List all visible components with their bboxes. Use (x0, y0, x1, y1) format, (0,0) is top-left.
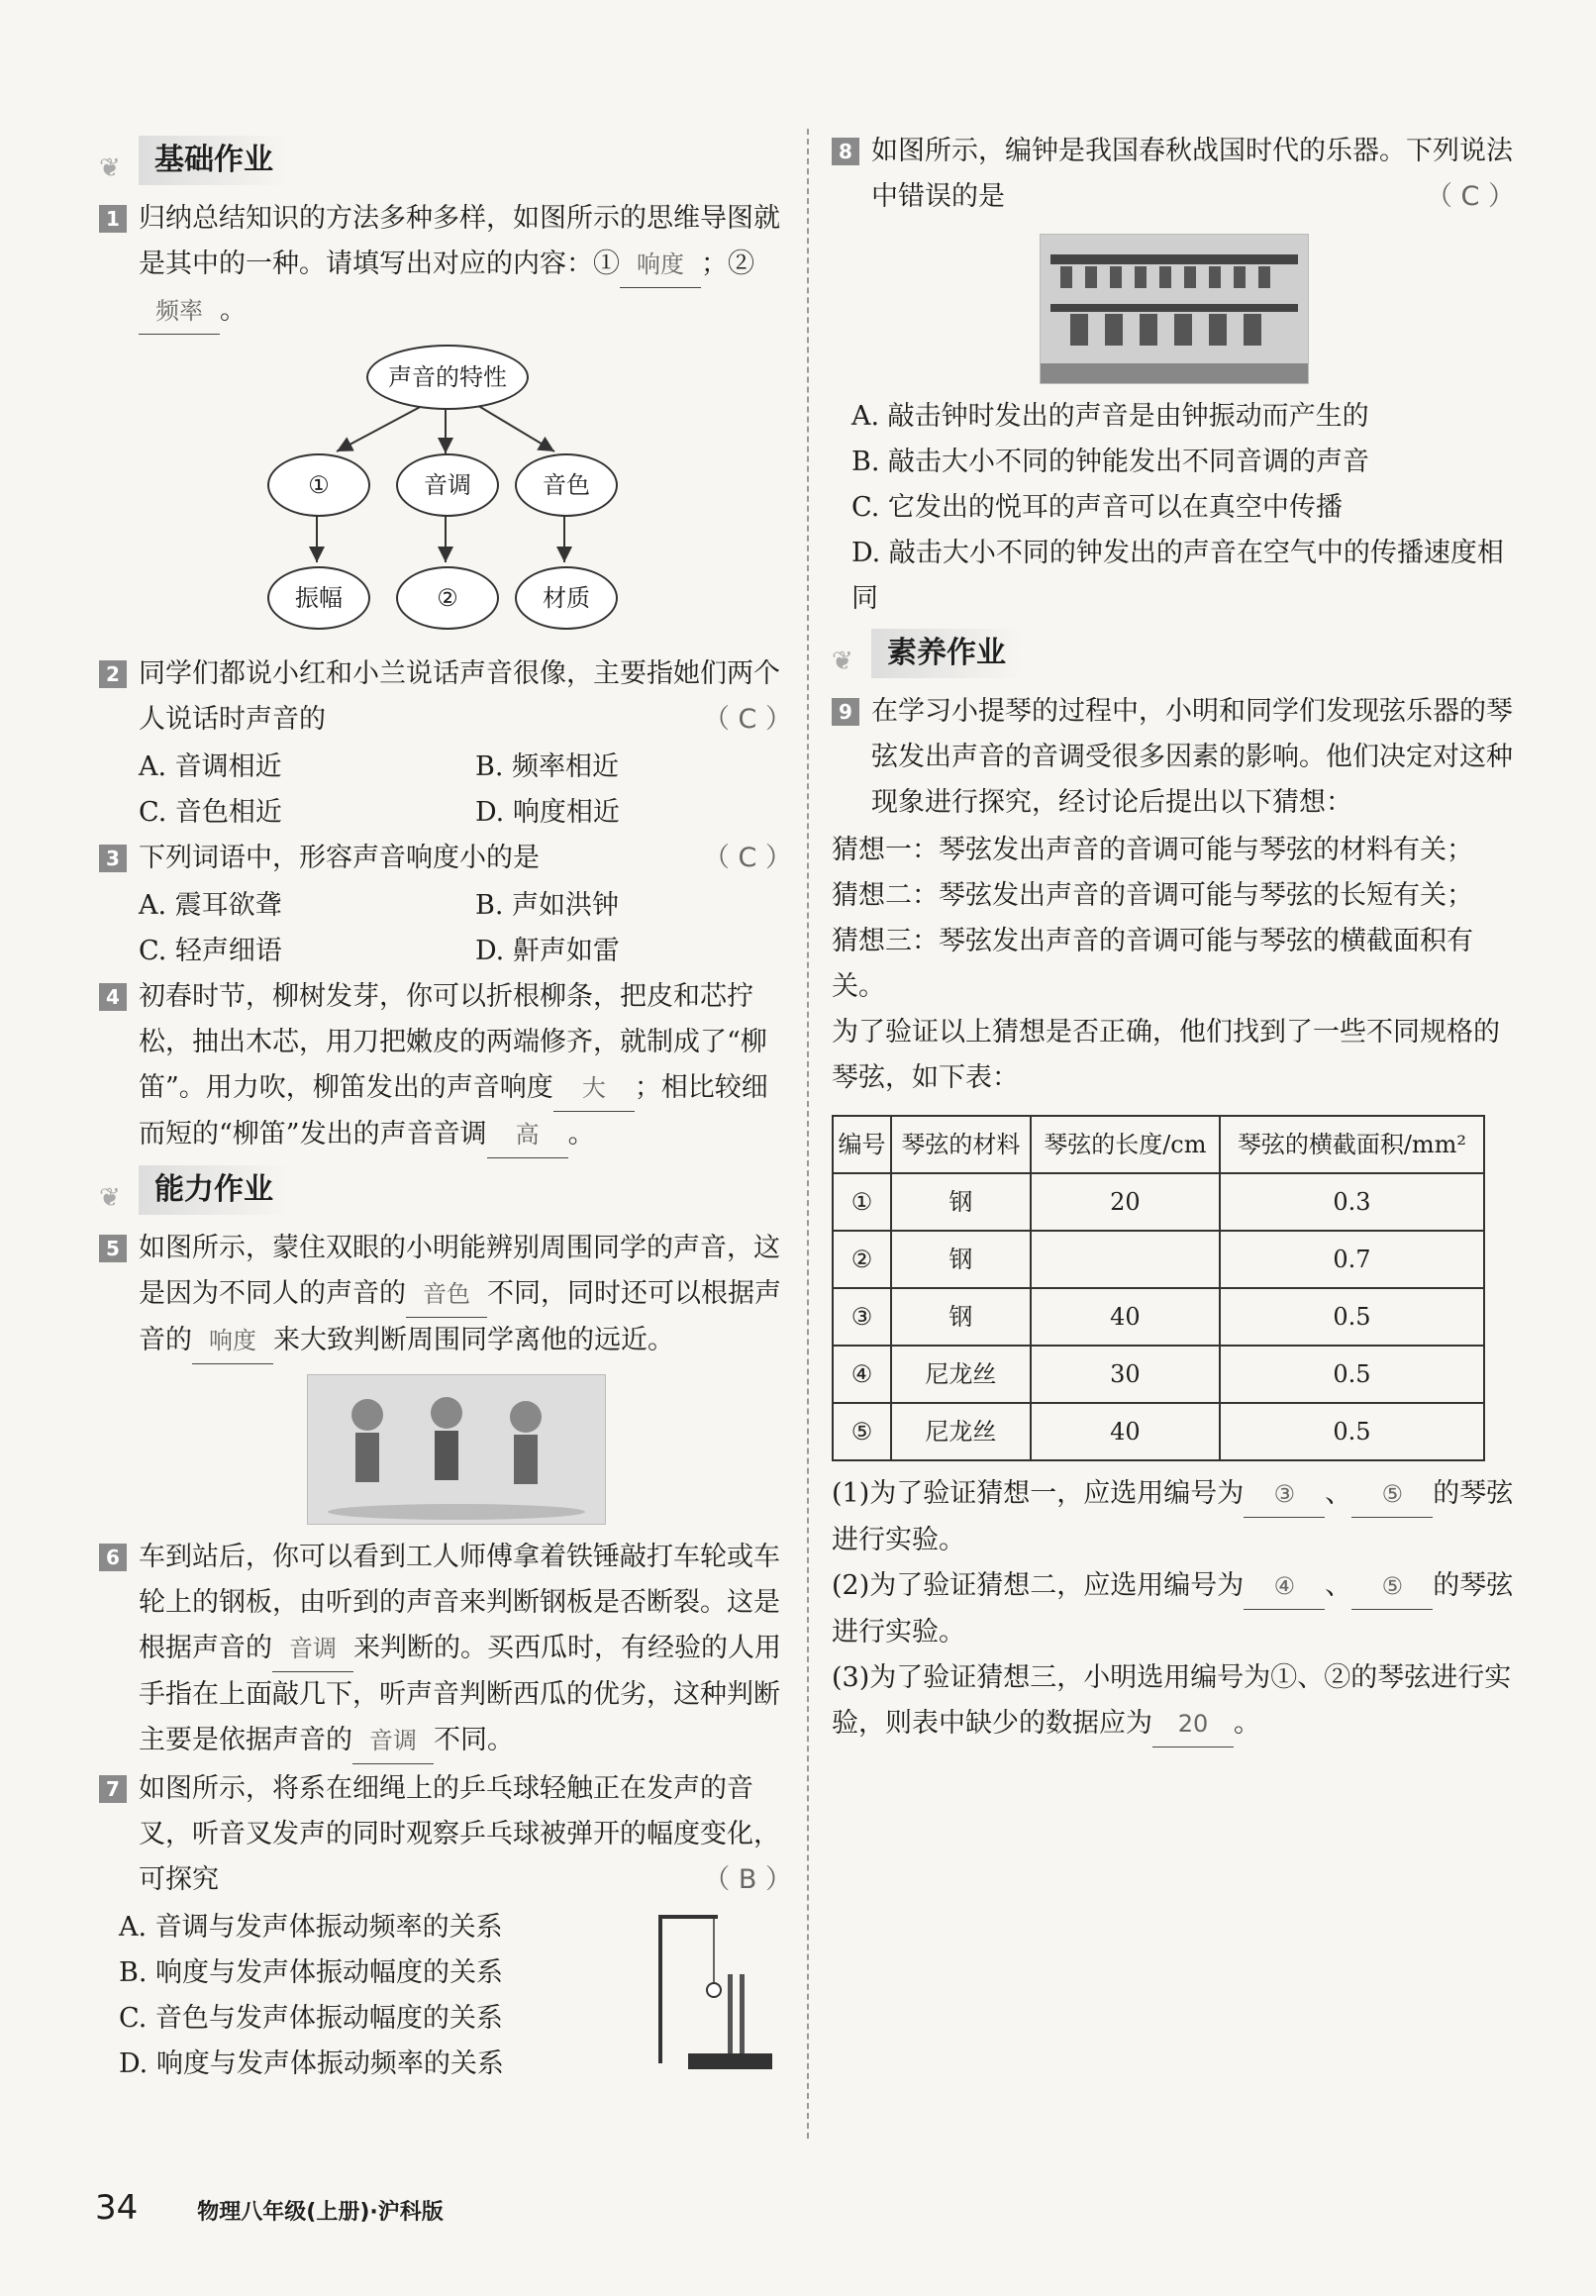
section-title: 基础作业 (139, 136, 289, 185)
children-figures (308, 1375, 605, 1524)
question-text: 如图所示，将系在细绳上的乒乓球轻触正在发声的音叉，听音叉发声的同时观察乒乓球被弹开的幅度变化，可探究 (139, 1773, 780, 1895)
table-cell: ④ (833, 1346, 891, 1403)
section-title: 素养作业 (871, 629, 1022, 678)
answer-blank: ③ (1244, 1471, 1325, 1518)
section-basic (99, 135, 792, 186)
answer-blank: ⑤ (1351, 1563, 1433, 1610)
option-a: A. 敲击钟时发出的声音是由钟振动而产生的 (851, 401, 1369, 432)
table-cell: 40 (1031, 1403, 1220, 1460)
option-c: C. 音色相近 (139, 797, 282, 828)
question-2 (99, 651, 792, 743)
column-divider (807, 129, 809, 2139)
table-cell: 钢 (891, 1231, 1031, 1288)
table-row (833, 1346, 1484, 1403)
answer-blank: 频率 (139, 288, 220, 335)
mindmap-node: 音色 (515, 453, 618, 517)
question-number: 8 (832, 138, 859, 165)
section-ability (99, 1164, 792, 1216)
table-cell: 40 (1031, 1288, 1220, 1346)
table-cell: 30 (1031, 1346, 1220, 1403)
table-row (833, 1403, 1484, 1460)
table-row (833, 1173, 1484, 1231)
table-cell: 0.7 (1220, 1231, 1484, 1288)
table-cell: 钢 (891, 1288, 1031, 1346)
table-intro: 为了验证以上猜想是否正确，他们找到了一些不同规格的琴弦，如下表： (832, 1017, 1500, 1093)
table-cell: ③ (833, 1288, 891, 1346)
table-cell: 0.5 (1220, 1403, 1484, 1460)
string-spec-table (832, 1115, 1485, 1461)
option-b: B. 频率相近 (475, 751, 620, 782)
mindmap-node: ② (396, 566, 499, 630)
question-number: 9 (832, 698, 859, 726)
tuning-fork-apparatus (648, 1905, 777, 2073)
question-text: 。 (1234, 1708, 1260, 1739)
table-row (833, 1288, 1484, 1346)
question-text: (1)为了验证猜想一，应选用编号为 (832, 1478, 1245, 1509)
mindmap-node: 振幅 (267, 566, 370, 630)
question-text: ；② (701, 249, 754, 279)
question-text: 初春时节，柳树发芽，你可以折根柳条，把皮和芯拧松，抽出木芯，用刀把嫩皮的两端修齐，就制成了“柳笛”。用力吹，柳笛发出的声音响度 (139, 981, 767, 1103)
answer-blank: 20 (1152, 1701, 1234, 1747)
question-6 (99, 1535, 792, 1764)
question-text: (3)为了验证猜想三，小明选用编号为①、②的琴弦进行实验，则表中缺少的数据应为 (832, 1662, 1512, 1739)
option-b: B. 敲击大小不同的钟能发出不同音调的声音 (851, 447, 1370, 477)
question-text: 如图所示，编钟是我国春秋战国时代的乐器。下列说法中错误的是 (871, 136, 1513, 212)
table-cell: ① (833, 1173, 891, 1231)
question-3 (99, 836, 792, 881)
table-cell: 钢 (891, 1173, 1031, 1231)
question-7 (99, 1766, 792, 1903)
table-row (833, 1231, 1484, 1288)
answer-choice: （ B ） (703, 1864, 792, 1895)
options (99, 745, 792, 836)
subquestion-3 (832, 1655, 1515, 1747)
mindmap-node: 音调 (396, 453, 499, 517)
mind-map (267, 345, 683, 642)
table-cell (1031, 1231, 1220, 1288)
table-cell: 0.3 (1220, 1173, 1484, 1231)
question-text: 。 (567, 1119, 595, 1149)
option-c: C. 轻声细语 (139, 936, 282, 966)
bianzhong-photo (1040, 234, 1309, 384)
left-column (99, 129, 792, 2087)
table-cell: 0.5 (1220, 1288, 1484, 1346)
question-4 (99, 974, 792, 1158)
question-text: 车到站后，你可以看到工人师傅拿着铁锤敲打车轮或车轮上的钢板，由听到的声音来判断钢板是否断裂。这是根据声音的 (139, 1542, 780, 1663)
leaf-icon: ❦ (99, 1183, 121, 1213)
page-footer (95, 2188, 444, 2228)
table-header: 琴弦的长度/cm (1031, 1116, 1220, 1173)
question-1 (99, 196, 792, 335)
question-text: 来判断的。买西瓜时，有经验的人用手指在上面敲几下，听声音判断西瓜的优劣，这种判断主要是依据声音的 (139, 1633, 781, 1755)
question-text: ；相比较细而短的“柳笛”发出的声音音调 (139, 1072, 768, 1149)
option-d: D. 敲击大小不同的钟发出的声音在空气中的传播速度相同 (851, 538, 1504, 614)
book-title: 物理八年级(上册)·沪科版 (197, 2200, 444, 2225)
section-literacy (832, 628, 1515, 679)
question-9 (832, 689, 1515, 826)
mindmap-root: 声音的特性 (366, 345, 529, 410)
question-text: 在学习小提琴的过程中，小明和同学们发现弦乐器的琴弦发出声音的音调受很多因素的影响。他们决定对这种现象进行探究，经讨论后提出以下猜想： (871, 696, 1513, 818)
answer-blank: 高 (487, 1112, 568, 1158)
answer-blank: 大 (553, 1065, 635, 1112)
table-cell: 0.5 (1220, 1346, 1484, 1403)
option-d: D. 响度与发声体振动频率的关系 (119, 2048, 504, 2079)
option-d: D. 鼾声如雷 (475, 936, 620, 966)
answer-blank: 音调 (272, 1626, 353, 1672)
subquestion-2 (832, 1563, 1515, 1655)
option-d: D. 响度相近 (475, 797, 620, 828)
option-c: C. 音色与发声体振动幅度的关系 (119, 2003, 503, 2034)
option-b: B. 响度与发声体振动幅度的关系 (119, 1957, 504, 1988)
option-a: A. 震耳欲聋 (139, 890, 282, 921)
question-number: 3 (99, 845, 127, 872)
question-number: 6 (99, 1544, 127, 1571)
answer-blank: ⑤ (1351, 1471, 1433, 1518)
table-header-row (833, 1116, 1484, 1173)
question-text: 不同。 (434, 1725, 514, 1755)
question-number: 2 (99, 660, 127, 688)
question-5 (99, 1226, 792, 1364)
question-text: 。 (220, 295, 247, 326)
table-cell: ⑤ (833, 1403, 891, 1460)
option-a: A. 音调与发声体振动频率的关系 (119, 1912, 503, 1943)
table-header: 编号 (833, 1116, 891, 1173)
bells-figure (1041, 235, 1308, 383)
hypothesis-3: 猜想三：琴弦发出声音的音调可能与琴弦的横截面积有关。 (832, 926, 1473, 1002)
question-text: 同学们都说小红和小兰说话声音很像，主要指她们两个人说话时声音的 (139, 658, 780, 735)
question-text: 不同，同时还可以根据声音的 (139, 1278, 781, 1355)
mindmap-node: ① (267, 453, 370, 517)
table-cell: 尼龙丝 (891, 1346, 1031, 1403)
option-c: C. 它发出的悦耳的声音可以在真空中传播 (851, 492, 1343, 523)
options (99, 883, 792, 974)
hypothesis-1: 猜想一：琴弦发出声音的音调可能与琴弦的材料有关； (832, 835, 1473, 865)
leaf-icon: ❦ (832, 647, 853, 676)
table-cell: 20 (1031, 1173, 1220, 1231)
answer-choice: （ C ） (1425, 181, 1515, 212)
question-text: 下列词语中，形容声音响度小的是 (139, 843, 540, 873)
page-number: 34 (95, 2188, 139, 2228)
question-text: 归纳总结知识的方法多种多样，如图所示的思维导图就是其中的一种。请填写出对应的内容：① (139, 203, 780, 279)
option-a: A. 音调相近 (139, 751, 282, 782)
section-title: 能力作业 (139, 1165, 289, 1215)
table-header: 琴弦的横截面积/mm² (1220, 1116, 1484, 1173)
answer-blank: 音调 (352, 1718, 434, 1764)
question-text: 如图所示，蒙住双眼的小明能辨别周围同学的声音，这是因为不同人的声音的 (139, 1233, 780, 1309)
answer-blank: 响度 (192, 1318, 273, 1364)
hypothesis-2: 猜想二：琴弦发出声音的音调可能与琴弦的长短有关； (832, 880, 1473, 911)
right-column (832, 129, 1515, 1747)
answer-blank: ④ (1244, 1563, 1325, 1610)
table-cell: 尼龙丝 (891, 1403, 1031, 1460)
question-text: 的琴弦进行实验。 (832, 1478, 1514, 1555)
question-text: (2)为了验证猜想二，应选用编号为 (832, 1570, 1245, 1601)
children-game-illustration (307, 1374, 606, 1525)
question-number: 4 (99, 983, 127, 1011)
answer-choice: （ C ） (702, 704, 792, 735)
mindmap-node: 材质 (515, 566, 618, 630)
separator: 、 (1325, 1478, 1352, 1509)
question-text: 来大致判断周围同学离他的远近。 (273, 1325, 674, 1355)
table-header: 琴弦的材料 (891, 1116, 1031, 1173)
option-b: B. 声如洪钟 (475, 890, 620, 921)
question-number: 5 (99, 1235, 127, 1262)
answer-blank: 音色 (406, 1271, 487, 1318)
answer-choice: （ C ） (702, 843, 792, 873)
answer-blank: 响度 (620, 242, 701, 288)
question-text: 的琴弦进行实验。 (832, 1570, 1514, 1647)
subquestion-1 (832, 1471, 1515, 1563)
question-number: 7 (99, 1775, 127, 1803)
separator: 、 (1325, 1570, 1352, 1601)
question-8 (832, 129, 1515, 220)
question-number: 1 (99, 205, 127, 233)
leaf-icon: ❦ (99, 153, 121, 183)
question-7-options (99, 1905, 792, 2087)
table-cell: ② (833, 1231, 891, 1288)
